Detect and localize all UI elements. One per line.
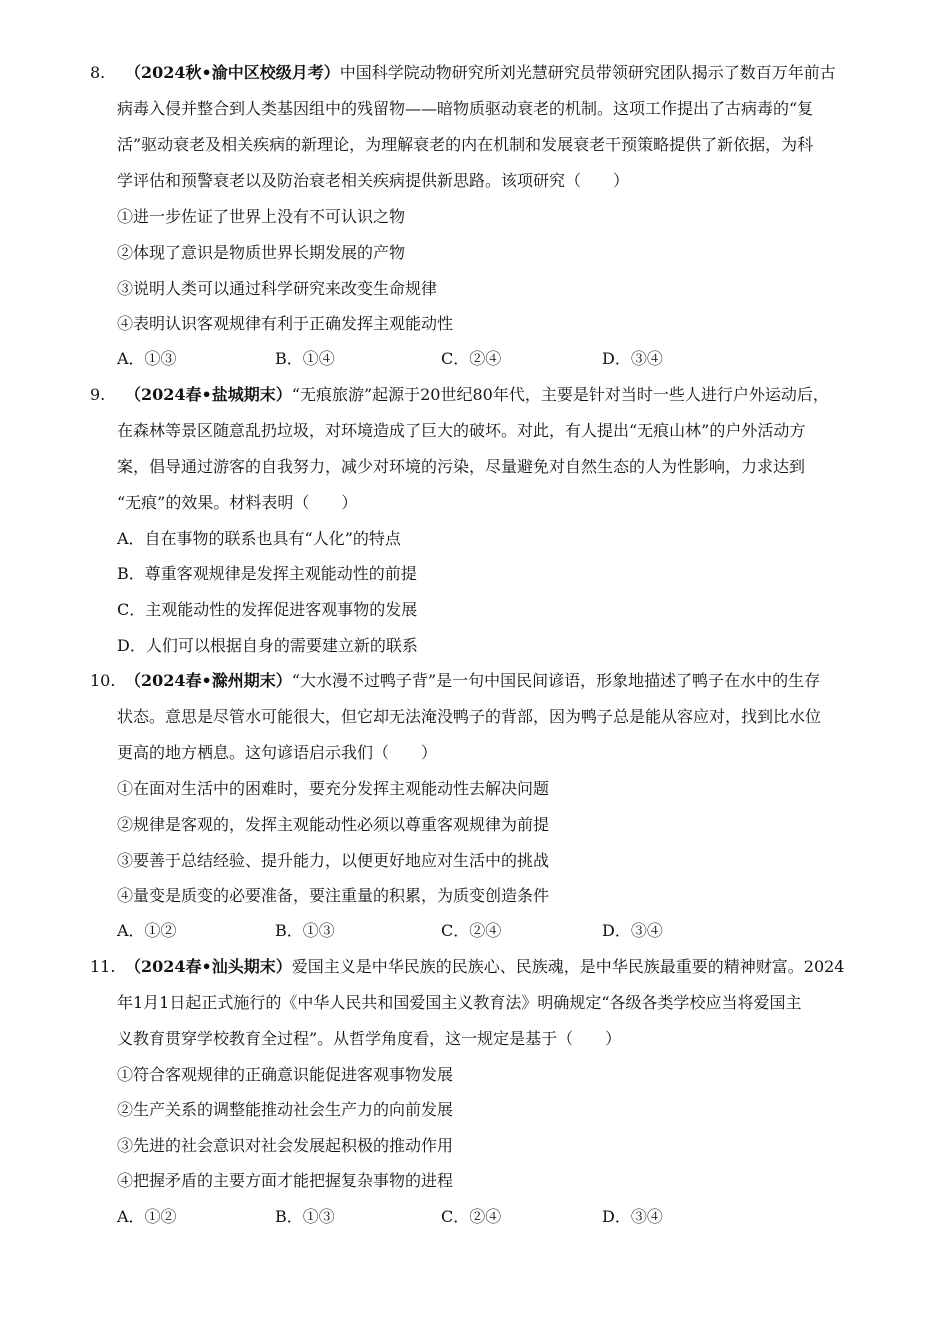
question-source: （2024秋•渝中区校级月考） xyxy=(125,63,340,82)
statement-4: ④表明认识客观规律有利于正确发挥主观能动性 xyxy=(117,314,454,333)
option-c[interactable]: C．主观能动性的发挥促进客观事物的发展 xyxy=(117,600,418,619)
statement-3: ③要善于总结经验、提升能力，以便更好地应对生活中的挑战 xyxy=(117,851,550,870)
statement-1: ①进一步佐证了世界上没有不可认识之物 xyxy=(117,207,406,226)
choice-c[interactable]: C．②④ xyxy=(441,349,502,368)
statement-2: ②生产关系的调整能推动社会生产力的向前发展 xyxy=(117,1100,454,1119)
statement-1: ①符合客观规律的正确意识能促进客观事物发展 xyxy=(117,1065,454,1084)
choice-a[interactable]: A．①③ xyxy=(117,349,177,368)
statement-3: ③说明人类可以通过科学研究来改变生命规律 xyxy=(117,279,438,298)
question-stem-line-1: （2024春•盐城期末）“无痕旅游”起源于20世纪80年代，主要是针对当时一些人进行户外运动后， xyxy=(125,385,829,404)
question-stem-line-1: （2024春•汕头期末）爱国主义是中华民族的民族心、民族魂，是中华民族最重要的精神财富。2024 xyxy=(125,957,845,976)
statement-4: ④量变是质变的必要准备，要注重量的积累，为质变创造条件 xyxy=(117,886,550,905)
choice-d[interactable]: D．③④ xyxy=(602,349,663,368)
option-d[interactable]: D．人们可以根据自身的需要建立新的联系 xyxy=(117,636,418,655)
question-stem-line-4: 学评估和预警衰老以及防治衰老相关疾病提供新思路。该项研究（ ） xyxy=(117,171,630,190)
option-a[interactable]: A．自在事物的联系也具有“人化”的特点 xyxy=(117,529,401,548)
question-source: （2024春•汕头期末） xyxy=(125,957,292,976)
question-number: 8. xyxy=(90,63,106,82)
question-number: 11. xyxy=(90,957,116,976)
question-stem-line-3: 活”驱动衰老及相关疾病的新理论，为理解衰老的内在机制和发展衰老干预策略提供了新依据，为科 xyxy=(117,135,814,154)
question-stem-line-2: 在森林等景区随意乱扔垃圾，对环境造成了巨大的破坏。对此，有人提出“无痕山林”的户外活动方 xyxy=(117,421,806,440)
statement-4: ④把握矛盾的主要方面才能把握复杂事物的进程 xyxy=(117,1171,454,1190)
question-number: 9. xyxy=(90,385,106,404)
choice-a[interactable]: A．①② xyxy=(117,1207,177,1226)
question-stem-line-2: 病毒入侵并整合到人类基因组中的残留物——暗物质驱动衰老的机制。这项工作提出了古病毒的“复 xyxy=(117,99,814,118)
statement-2: ②体现了意识是物质世界长期发展的产物 xyxy=(117,243,406,262)
choice-b[interactable]: B．①③ xyxy=(275,1207,335,1226)
choice-c[interactable]: C．②④ xyxy=(441,1207,502,1226)
question-source: （2024春•盐城期末） xyxy=(125,385,292,404)
question-number: 10. xyxy=(90,671,116,690)
question-stem-line-3: 义教育贯穿学校教育全过程”。从哲学角度看，这一规定是基于（ ） xyxy=(117,1029,622,1048)
question-stem-line-3: 案，倡导通过游客的自我努力，减少对环境的污染，尽量避免对自然生态的人为性影响，力求达到 xyxy=(117,457,806,476)
choice-b[interactable]: B．①④ xyxy=(275,349,335,368)
statement-2: ②规律是客观的，发挥主观能动性必须以尊重客观规律为前提 xyxy=(117,815,550,834)
question-stem-line-2: 年1月1日起正式施行的《中华人民共和国爱国主义教育法》明确规定“各级各类学校应当将爱国主 xyxy=(117,993,802,1012)
choice-c[interactable]: C．②④ xyxy=(441,921,502,940)
question-stem-line-4: “无痕”的效果。材料表明（ ） xyxy=(117,493,358,512)
choice-a[interactable]: A．①② xyxy=(117,921,177,940)
statement-1: ①在面对生活中的困难时，要充分发挥主观能动性去解决问题 xyxy=(117,779,550,798)
question-source: （2024春•滁州期末） xyxy=(125,671,292,690)
question-stem-line-1: （2024秋•渝中区校级月考）中国科学院动物研究所刘光慧研究员带领研究团队揭示了数百万年前古 xyxy=(125,63,836,82)
choice-b[interactable]: B．①③ xyxy=(275,921,335,940)
choice-d[interactable]: D．③④ xyxy=(602,921,663,940)
question-stem-line-1: （2024春•滁州期末）“大水漫不过鸭子背”是一句中国民间谚语，形象地描述了鸭子在水中的生存 xyxy=(125,671,821,690)
question-stem-line-3: 更高的地方栖息。这句谚语启示我们（ ） xyxy=(117,743,438,762)
statement-3: ③先进的社会意识对社会发展起积极的推动作用 xyxy=(117,1136,454,1155)
option-b[interactable]: B．尊重客观规律是发挥主观能动性的前提 xyxy=(117,564,417,583)
choice-d[interactable]: D．③④ xyxy=(602,1207,663,1226)
question-stem-line-2: 状态。意思是尽管水可能很大，但它却无法淹没鸭子的背部，因为鸭子总是能从容应对，找到比水位 xyxy=(117,707,822,726)
